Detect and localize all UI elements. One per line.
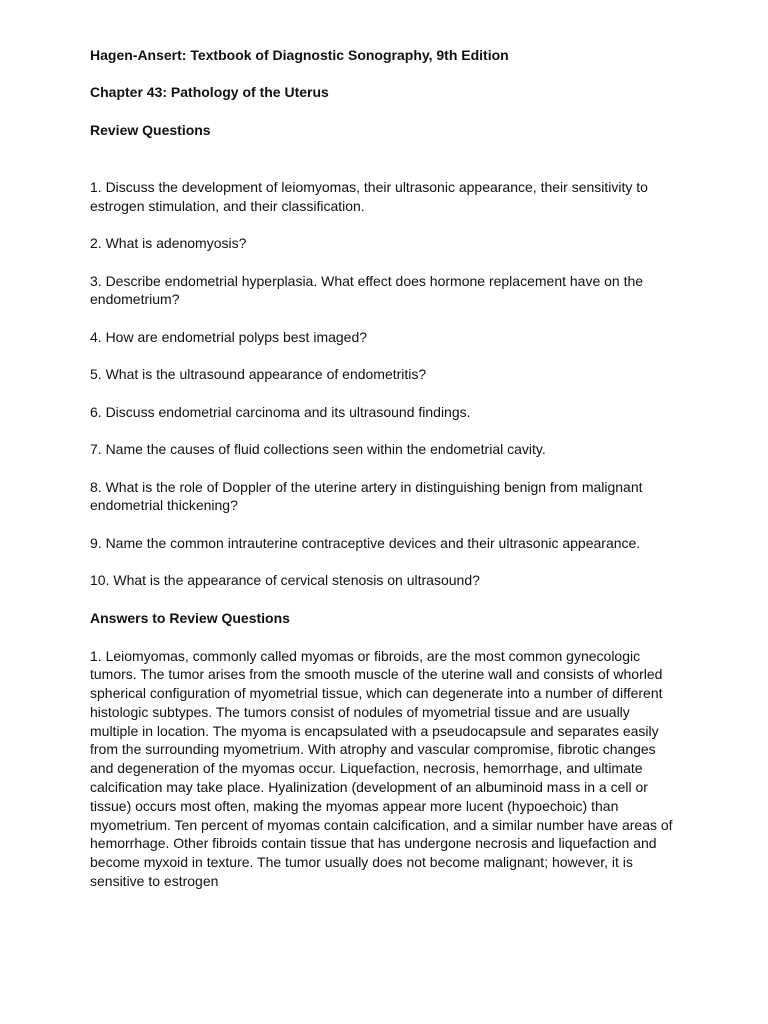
answers-heading: Answers to Review Questions (90, 609, 290, 626)
chapter-title: Chapter 43: Pathology of the Uterus (90, 84, 329, 100)
question-item: 1. Discuss the development of leiomyomas, their ultrasonic appearance, their sensitivity to estrogen stimulation, and their classification. (90, 179, 648, 214)
question-item: 10. What is the appearance of cervical stenosis on ultrasound? (90, 572, 480, 588)
question-item: 5. What is the ultrasound appearance of endometritis? (90, 366, 427, 382)
question-item: 2. What is adenomyosis? (90, 235, 247, 251)
book-title: Hagen-Ansert: Textbook of Diagnostic Sonography, 9th Edition (90, 47, 509, 63)
question-item: 7. Name the causes of fluid collections seen within the endometrial cavity. (90, 441, 546, 457)
question-item: 9. Name the common intrauterine contraceptive devices and their ultrasonic appearance. (90, 534, 641, 551)
answer-paragraph: 1. Leiomyomas, commonly called myomas or fibroids, are the most common gynecologic tumors. The tumor arises from the smooth muscle of the uterine wall and consists of whorled spherical configuration of myometrial tissue, which can degenerate into a number of different histologic subtypes. The tumors consist of nodules of myometrial tissue and are usually multiple in location. The myoma is encapsulated with a pseudocapsule and separates easily from the surrounding myometrium. With atrophy and vascular compromise, fibrotic changes and degeneration of the myomas occur. Liquefaction, necrosis, hemorrhage, and ultimate calcification may take place. Hyalinization (development of an albuminoid mass in a cell or tissue) occurs most often, making the myomas appear more lucent (hypoechoic) than myometrium. Ten percent of myomas contain calcification, and a similar number have areas of hemorrhage. Other fibroids contain tissue that has undergone necrosis and liquefaction and become myxoid in texture. The tumor usually does not become malignant; however, it is sensitive to estrogen (90, 647, 673, 890)
review-questions-list (90, 178, 680, 590)
question-item: 6. Discuss endometrial carcinoma and its ultrasound findings. (90, 403, 471, 420)
review-questions-heading: Review Questions (90, 122, 211, 138)
question-item: 3. Describe endometrial hyperplasia. What effect does hormone replacement have on the endometrium? (90, 272, 644, 307)
question-item: 4. How are endometrial polyps best imaged? (90, 328, 368, 345)
question-item: 8. What is the role of Doppler of the uterine artery in distinguishing benign from malignant endometrial thickening? (90, 478, 643, 513)
